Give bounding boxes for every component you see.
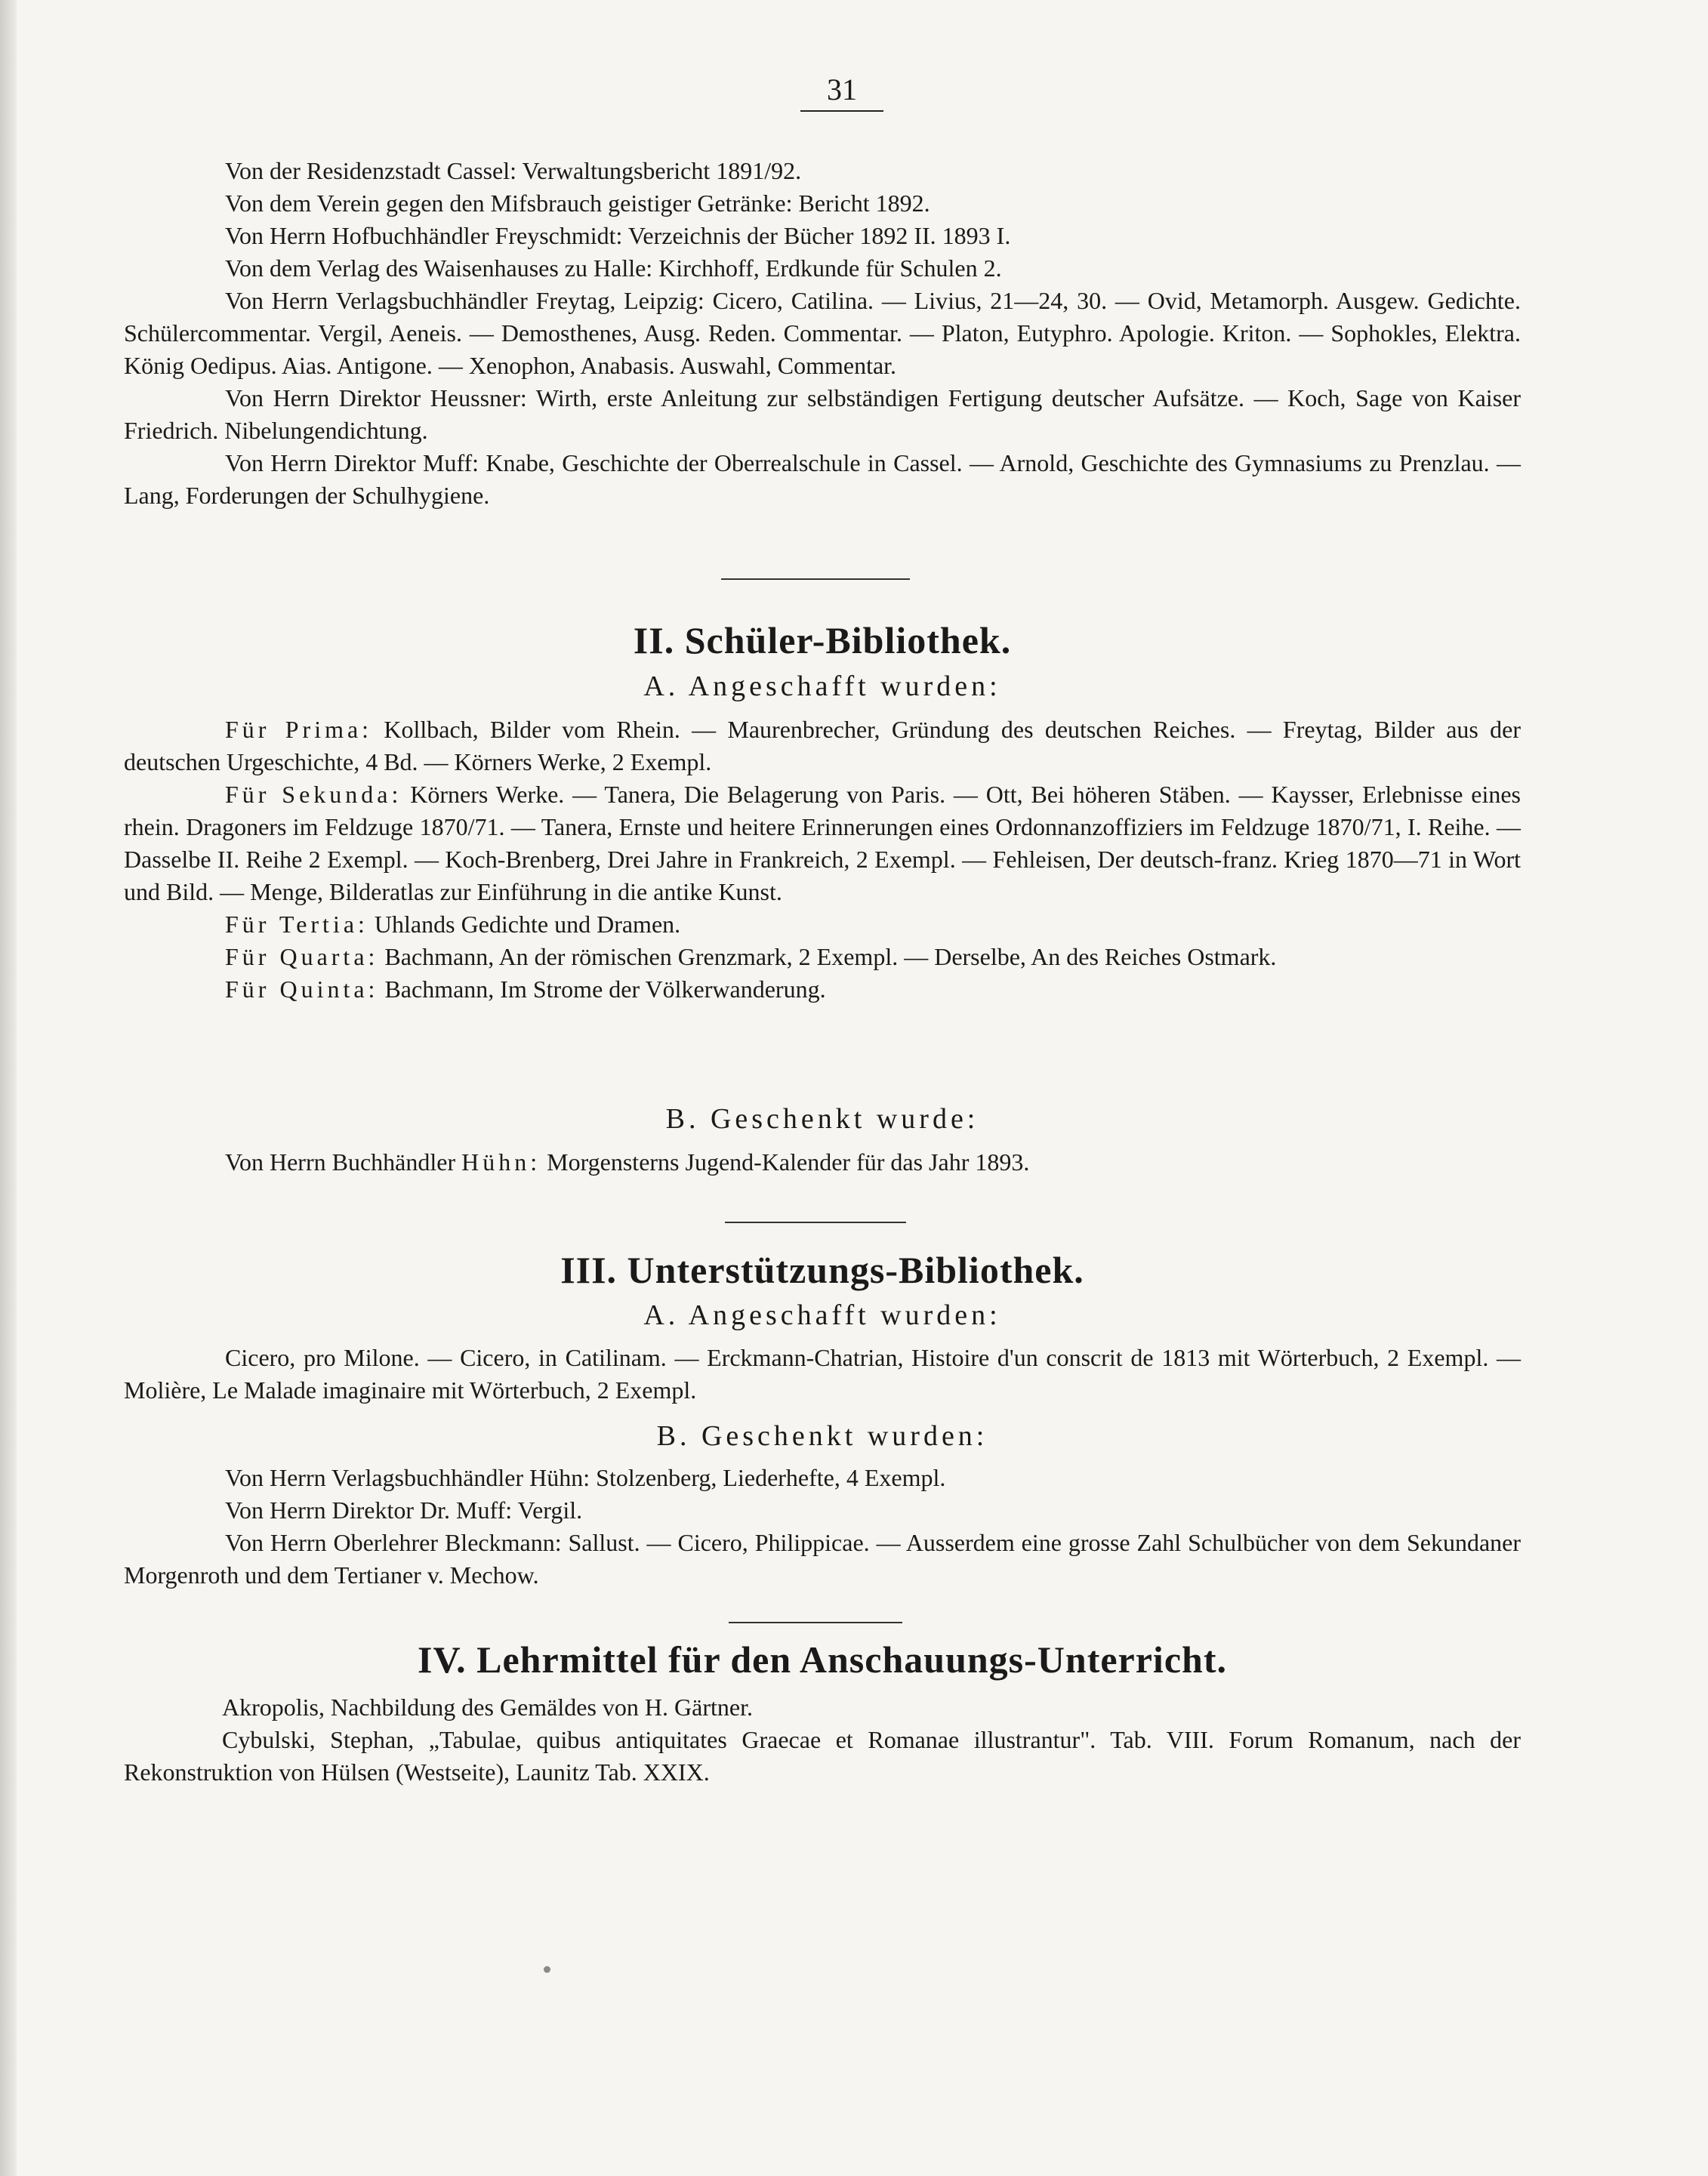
ink-spot (544, 1966, 550, 1973)
list-item: Von Herrn Oberlehrer Bleckmann: Sallust. — Cicero, Philippicae. — Ausserdem eine grosse Zahl Schulbücher von dem Sekundaner Morgenroth und dem Tertianer v. Mechow. (124, 1529, 1521, 1589)
item-text: Bachmann, An der römischen Grenzmark, 2 Exempl. — Derselbe, An des Reiches Ostmark. (378, 943, 1277, 970)
donation-entry: Von Herrn Direktor Muff: Knabe, Geschichte der Oberrealschule in Cassel. — Arnold, Geschichte des Gymnasiums zu Prenzlau. — Lang, Forderungen der Schulhygiene. (124, 449, 1521, 509)
item-text: Morgensterns Jugend-Kalender für das Jahr 1893. (541, 1148, 1030, 1176)
donation-entry: Von Herrn Hofbuchhändler Freyschmidt: Verzeichnis der Bücher 1892 II. 1893 I. (225, 222, 1011, 249)
donations-list (124, 155, 1521, 512)
list-item (124, 908, 1521, 941)
list-item: Von Herrn Direktor Dr. Muff: Vergil. (225, 1496, 583, 1524)
donor-name: Hühn: (461, 1148, 541, 1176)
list-item: Cicero, pro Milone. — Cicero, in Catilinam. — Erckmann-Chatrian, Histoire d'un conscrit de 1813 mit Wörterbuch, 2 Exempl. — Molière, Le Malade imaginaire mit Wörterbuch, 2 Exempl. (124, 1344, 1521, 1404)
item-text: Uhlands Gedichte und Dramen. (368, 911, 681, 938)
list-item (124, 1146, 1521, 1179)
acquisitions-list (124, 1342, 1521, 1407)
section-title-schueler-bibliothek: II. Schüler-Bibliothek. (633, 619, 1012, 661)
gift-list (124, 1462, 1521, 1592)
donation-entry: Von dem Verlag des Waisenhauses zu Halle: Kirchhoff, Erdkunde für Schulen 2. (225, 254, 1002, 282)
subheading-angeschafft: A. Angeschafft wurden: (643, 670, 1001, 702)
section-title-unterstuetzungs-bibliothek: III. Unterstützungs-Bibliothek. (560, 1249, 1084, 1291)
donation-entry: Von dem Verein gegen den Mifsbrauch geistiger Getränke: Bericht 1892. (225, 190, 930, 217)
list-item (124, 973, 1521, 1006)
class-label: Für Sekunda: (225, 781, 402, 808)
acquisitions-list (124, 714, 1521, 1006)
class-label: Für Quinta: (225, 976, 379, 1003)
donation-entry: Von der Residenzstadt Cassel: Verwaltungsbericht 1891/92. (225, 157, 802, 184)
class-label: Für Quarta: (225, 943, 379, 970)
item-prefix: Von Herrn Buchhändler (225, 1148, 462, 1176)
item-text: Körners Werke. — Tanera, Die Belagerung von Paris. — Ott, Bei höheren Stäben. — Kaysser, Erlebnisse eines rhein. Dragoners im Feldzuge 1870/71. — Tanera, Ernste und heitere Erinnerungen eines Ordonnanzoffiziers im Feldzuge 1870/71, I. Reihe. — Dasselbe II. Reihe 2 Exempl. — Koch-Brenberg, Drei Jahre in Frankreich, 2 Exempl. — Fehleisen, Der deutsch-franz. Krieg 1870—71 in Wort und Bild. — Menge, Bilderatlas zur Einführung in die antike Kunst. (124, 781, 1521, 905)
section-divider (725, 1222, 906, 1223)
list-item (124, 714, 1521, 778)
list-item: Cybulski, Stephan, „Tabulae, quibus antiquitates Graecae et Romanae illustrantur". Tab. VIII. Forum Romanum, nach der Rekonstruktion von Hülsen (Westseite), Launitz Tab. XXIX. (124, 1726, 1521, 1786)
page-number: 31 (800, 72, 883, 112)
section-divider (721, 578, 910, 580)
subheading-geschenkt: B. Geschenkt wurden: (656, 1420, 988, 1452)
class-label: Für Prima: (225, 716, 373, 743)
teaching-aids-list (124, 1691, 1521, 1789)
donation-entry: Von Herrn Direktor Heussner: Wirth, erste Anleitung zur selbständigen Fertigung deutscher Aufsätze. — Koch, Sage von Kaiser Friedrich. Nibelungendichtung. (124, 384, 1521, 444)
section-title-lehrmittel: IV. Lehrmittel für den Anschauungs-Unterricht. (418, 1638, 1227, 1681)
item-text: Bachmann, Im Strome der Völkerwanderung. (378, 976, 826, 1003)
gift-list (124, 1146, 1521, 1179)
list-item: Von Herrn Verlagsbuchhändler Hühn: Stolzenberg, Liederhefte, 4 Exempl. (225, 1464, 946, 1491)
list-item (124, 941, 1521, 973)
binding-edge (0, 0, 17, 2176)
item-text: Kollbach, Bilder vom Rhein. — Maurenbrecher, Gründung des deutschen Reiches. — Freytag, Bilder aus der deutschen Urgeschichte, 4 Bd. — Körners Werke, 2 Exempl. (124, 716, 1521, 775)
subheading-geschenkt: B. Geschenkt wurde: (665, 1103, 979, 1135)
section-divider (729, 1622, 902, 1623)
list-item: Akropolis, Nachbildung des Gemäldes von H. Gärtner. (222, 1694, 753, 1721)
class-label: Für Tertia: (225, 911, 368, 938)
list-item (124, 778, 1521, 908)
subheading-angeschafft: A. Angeschafft wurden: (643, 1299, 1001, 1331)
donation-entry: Von Herrn Verlagsbuchhändler Freytag, Leipzig: Cicero, Catilina. — Livius, 21—24, 30. — Ovid, Metamorph. Ausgew. Gedichte. Schülercommentar. Vergil, Aeneis. — Demosthenes, Ausg. Reden. Commentar. — Platon, Eutyphro. Apologie. Kriton. — Sophokles, Elektra. König Oedipus. Aias. Antigone. — Xenophon, Anabasis. Auswahl, Commentar. (124, 287, 1521, 379)
